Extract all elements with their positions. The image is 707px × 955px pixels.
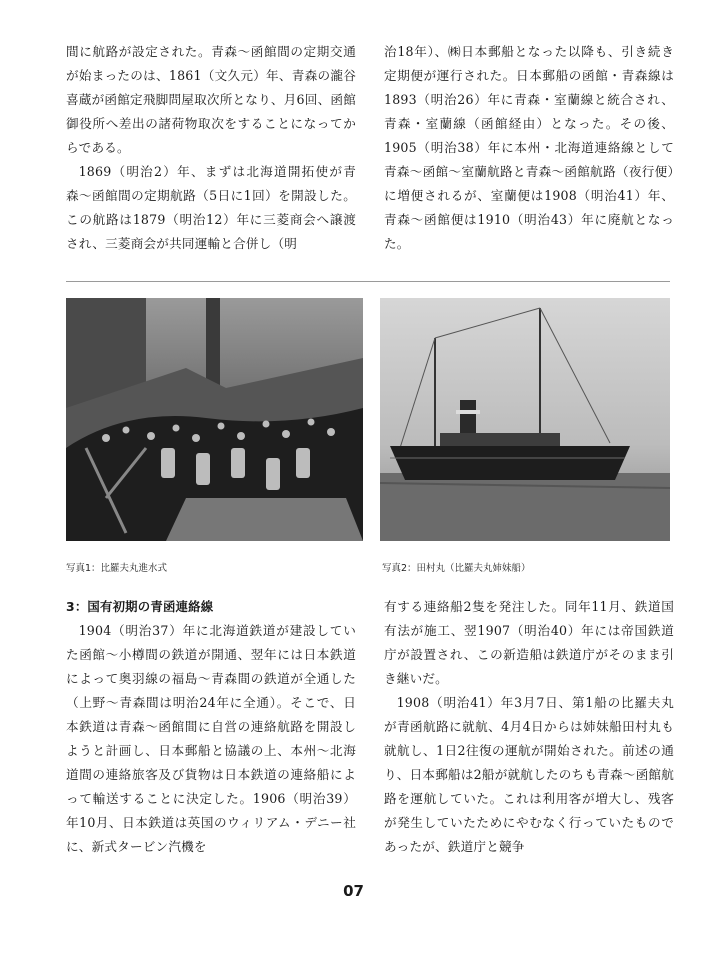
paragraph: 間に航路が設定された。青森〜函館間の定期交通が始まったのは、1861（文久元）年、青森の瀧谷喜蔵が函館定飛脚問屋取次所となり、月6回、函館御役所へ差出の諸荷物取次をすることになってからである。 [66,44,356,155]
photo-launch-ceremony [66,298,363,541]
section-heading: 3：国有初期の青函連絡線 [66,599,214,614]
section-divider [66,281,670,282]
photo-tamura-maru [380,298,670,541]
paragraph: 有する連絡船2隻を発注した。同年11月、鉄道国有法が施工、翌1907（明治40）年には帝国鉄道庁が設置され、この新造船は鉄道庁がそのまま引き継いだ。 [384,599,674,686]
bottom-left-column [66,595,356,859]
paragraph: 1869（明治2）年、まずは北海道開拓使が青森〜函館間の定期航路（5日に1回）を開設した。この航路は1879（明治12）年に三菱商会へ譲渡され、三菱商会が共同運輸と合併し（明 [66,164,356,251]
paragraph: 治18年）、㈱日本郵船となった以降も、引き続き定期便が運行された。日本郵船の函館・青森線は1893（明治26）年に青森・室蘭線と統合され、青森・室蘭線（函館経由）となった。その後、1905（明治38）年に本州・北海道連絡線として青森〜函館〜室蘭航路と青森〜函館航路（夜行便）に増便されるが、室蘭便は1908（明治41）年、青森〜函館便は1910（明治43）年に廃航となった。 [384,44,674,251]
photo-caption: 写真1：比羅夫丸進水式 [66,563,168,574]
paragraph: 1904（明治37）年に北海道鉄道が建設していた函館〜小樽間の鉄道が開通、翌年には日本鉄道によって奥羽線の福島〜青森間の鉄道が全通した（上野〜青森間は明治24年に全通）。そこで、日本鉄道は青森〜函館間に自営の連絡航路を開設しようと計画し、日本郵船と協議の上、本州〜北海道間の連絡旅客及び貨物は日本鉄道の連絡船によって輸送することに決定した。1906（明治39）年10月、日本鉄道は英国のウィリアム・デニー社に、新式タービン汽機を [66,623,356,854]
photo-launch-ceremony-image [66,298,363,541]
photo-caption: 写真2：田村丸（比羅夫丸姉妹船） [382,563,531,574]
bottom-right-column [384,595,674,859]
photo-tamura-maru-image [380,298,670,541]
top-left-column [66,40,356,256]
page-number: 07 [343,882,364,900]
paragraph: 1908（明治41）年3月7日、第1船の比羅夫丸が青函航路に就航、4月4日からは姉妹船田村丸も就航し、1日2往復の運航が開始された。前述の通り、日本郵船は2船が就航したのちも青森〜函館航路を運航していた。これは利用客が増大し、残客が発生していたためにやむなく行っていたものであったが、鉄道庁と競争 [384,695,674,854]
top-right-column [384,40,674,256]
